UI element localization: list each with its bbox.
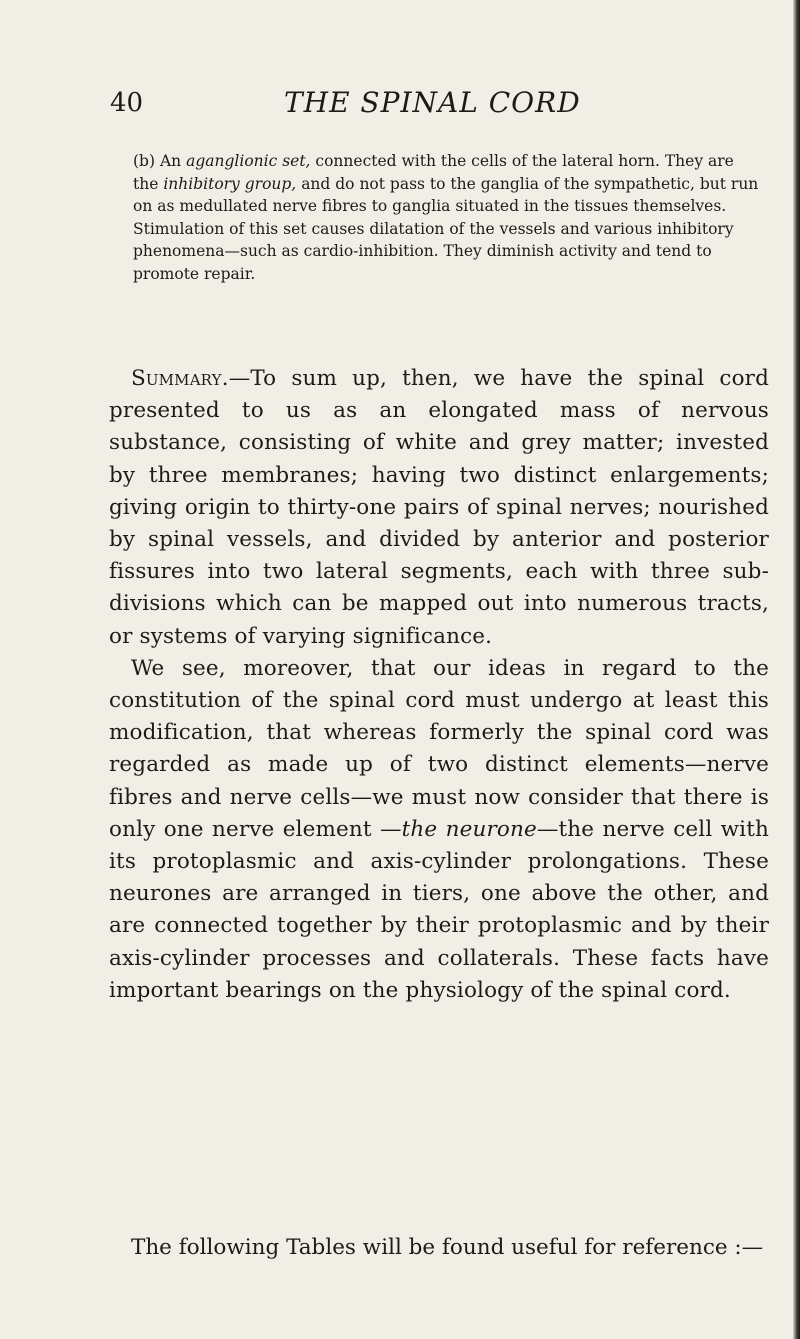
note-mid: connected with the cells of the lateral horn. They are the xyxy=(133,152,734,193)
note-label: (b) xyxy=(133,152,156,170)
summary-section xyxy=(109,363,769,1007)
summary-paragraph-1 xyxy=(109,363,769,653)
summary-text-2a: We see, moreover, that our ideas in regard to the constitution of the spinal cord must undergo at least this modification, that whereas formerly the spinal cord was regarded as made up of two distinct elements—nerve fibres and nerve cells—we must now consider that there is only one nerve element — xyxy=(109,655,769,842)
note-paragraph xyxy=(133,150,763,285)
summary-text-2b: —the nerve cell with its protoplasmic and axis-cylinder prolongations. These neurones are arranged in tiers, one above the other, and are connected together by their protoplasmic and by their axis-cylinder processes and collaterals. These facts have important bearings on the physiology of the spinal cord. xyxy=(109,816,769,1003)
note-term-inhibitory: inhibitory group, xyxy=(163,174,297,193)
page-edge xyxy=(793,0,800,1339)
note-rest: and do not pass to the ganglia of the sympathetic, but run on as medullated nerve fibres to ganglia situated in the tissues themselves. Stimulation of this set causes dilatation of the vessels and various inhibitory phenomena—such as cardio-inhibition. They diminish activity and tend to promote repair. xyxy=(133,174,759,283)
summary-text-1: —To sum up, then, we have the spinal cord presented to us as an elongated mass of nervous substance, consisting of white and grey matter; invested by three membranes; having two distinct enlargements; giving origin to thirty-one pairs of spinal nerves; nourished by spinal vessels, and divided by anterior and posterior fissures into two lateral segments, each with three sub-divisions which can be mapped out into numerous tracts, or systems of varying significance. xyxy=(109,366,769,649)
page-number: 40 xyxy=(110,88,144,118)
closing-paragraph: The following Tables will be found useful for reference :— xyxy=(131,1234,764,1260)
running-title: THE SPINAL CORD xyxy=(284,86,581,119)
note-pre: An xyxy=(159,152,182,170)
summary-term-neurone: the neurone xyxy=(401,816,537,842)
note-term-aganglionic: aganglionic set, xyxy=(186,152,311,170)
summary-paragraph-2 xyxy=(109,653,769,1007)
page-header xyxy=(0,86,800,126)
summary-heading: Summary. xyxy=(131,366,229,391)
